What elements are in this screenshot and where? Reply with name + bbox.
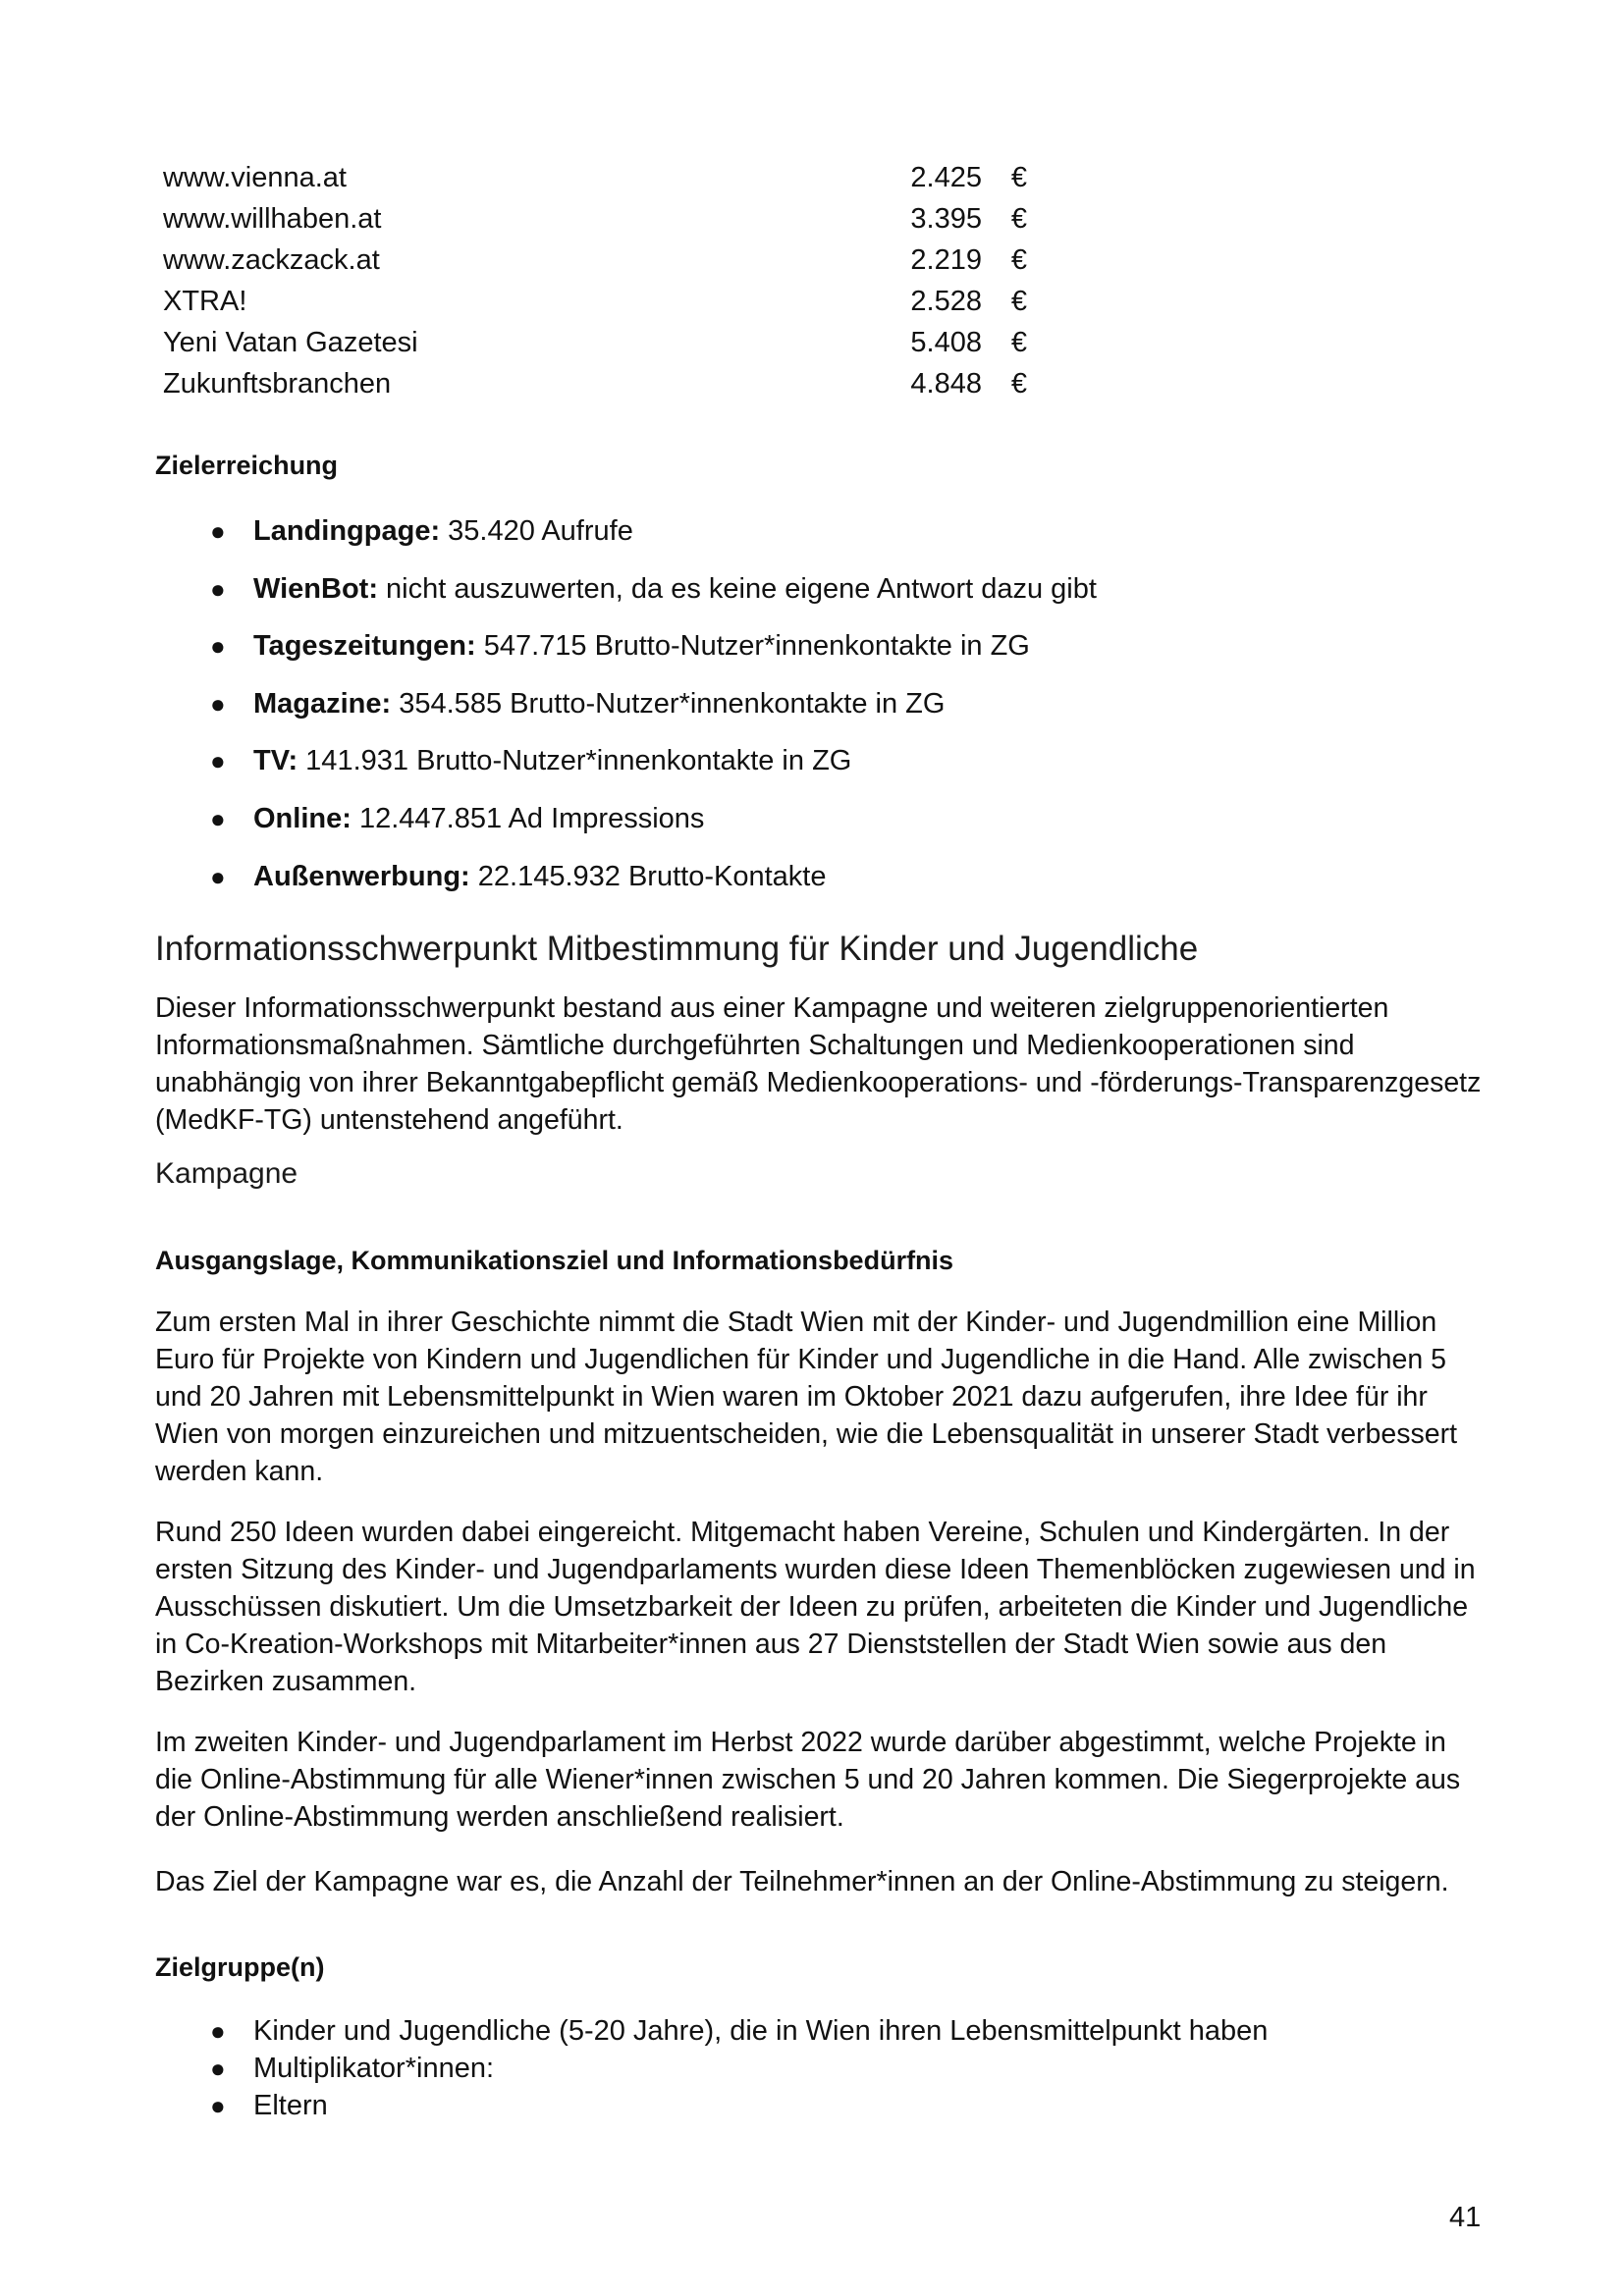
item-label: Außenwerbung:: [253, 860, 470, 892]
list-item: [155, 683, 1097, 741]
section-intro: Dieser Informationsschwerpunkt bestand aus einer Kampagne und weiteren zielgruppenorientierten Informationsmaßnahmen. Sämtliche durchgeführten Schaltungen und Medienkooperationen sind unabhängig von ihrer Bekanntgabepflicht gemäß Medienkooperations- und -förderungs-Transparenzgesetz (MedKF-TG) untenstehend angeführt.: [155, 992, 1482, 1136]
table-row: [163, 198, 1027, 240]
bullet-icon: ●: [210, 746, 226, 776]
item-text: 141.931 Brutto-Nutzer*innenkontakte in ZG: [298, 745, 852, 777]
item-text: 547.715 Brutto-Nutzer*innenkontakte in ZG: [475, 630, 1030, 663]
currency: €: [1010, 327, 1027, 358]
ausgangslage-heading: Ausgangslage, Kommunikationsziel und Informationsbedürfnis: [155, 1246, 954, 1275]
amount: 3.395: [910, 203, 982, 235]
item-label: TV:: [253, 745, 298, 777]
section-title: Informationsschwerpunkt Mitbestimmung für Kinder und Jugendliche: [155, 930, 1199, 968]
medium-name: Zukunftsbranchen: [163, 368, 392, 400]
amount: 2.219: [910, 244, 982, 276]
list-item: [155, 2012, 1268, 2050]
item-label: Magazine:: [253, 687, 392, 720]
bullet-icon: ●: [210, 803, 226, 833]
list-item: [155, 856, 1097, 914]
medium-name: www.zackzack.at: [163, 244, 380, 276]
list-item: [155, 568, 1097, 626]
cost-table: [163, 157, 1027, 404]
amount: 2.425: [910, 162, 982, 193]
table-row: [163, 157, 1027, 198]
bullet-icon: ●: [210, 2016, 226, 2046]
zielerreichung-list: [155, 510, 1097, 913]
bullet-icon: ●: [210, 861, 226, 891]
amount: 2.528: [910, 286, 982, 317]
table-row: [163, 363, 1027, 404]
item-label: Tageszeitungen:: [253, 630, 476, 663]
item-text: Kinder und Jugendliche (5-20 Jahre), die in Wien ihren Lebensmittelpunkt haben: [253, 2015, 1269, 2047]
zielerreichung-heading: Zielerreichung: [155, 451, 339, 480]
item-text: 22.145.932 Brutto-Kontakte: [469, 860, 827, 892]
zielgruppen-heading: Zielgruppe(n): [155, 1952, 325, 1982]
table-row: [163, 281, 1027, 322]
list-item: [155, 2050, 1268, 2087]
page-number: 41: [1449, 2202, 1482, 2233]
currency: €: [1010, 162, 1027, 193]
item-text: 12.447.851 Ad Impressions: [351, 802, 705, 834]
item-text: Multiplikator*innen:: [253, 2053, 495, 2084]
amount: 5.408: [910, 327, 982, 358]
amount: 4.848: [910, 368, 982, 400]
item-label: Landingpage:: [253, 515, 441, 547]
currency: €: [1010, 286, 1027, 317]
item-text: nicht auszuwerten, da es keine eigene Antwort dazu gibt: [378, 572, 1097, 605]
item-text: 354.585 Brutto-Nutzer*innenkontakte in ZG: [391, 687, 946, 720]
bullet-icon: ●: [210, 573, 226, 604]
zielgruppen-list: [155, 2012, 1268, 2124]
currency: €: [1010, 244, 1027, 276]
bullet-icon: ●: [210, 631, 226, 662]
table-row: [163, 240, 1027, 281]
list-item: [155, 625, 1097, 683]
currency: €: [1010, 203, 1027, 235]
paragraph: Das Ziel der Kampagne war es, die Anzahl der Teilnehmer*innen an der Online-Abstimmung zu steigern.: [155, 1866, 1449, 1897]
item-text: Eltern: [253, 2090, 328, 2121]
list-item: [155, 2087, 1268, 2124]
paragraph: Zum ersten Mal in ihrer Geschichte nimmt die Stadt Wien mit der Kinder- und Jugendmillion eine Million Euro für Projekte von Kindern und Jugendlichen für Kinder und Jugendliche in die Hand. Alle zwischen 5 und 20 Jahren mit Lebensmittelpunkt in Wien waren im Oktober 2021 dazu aufgerufen, ihre Idee für ihr Wien von morgen einzureichen und mitzuentscheiden, wie die Lebensqualität in unserer Stadt verbessert werden kann.: [155, 1307, 1458, 1487]
bullet-icon: ●: [210, 688, 226, 719]
medium-name: XTRA!: [163, 286, 247, 317]
list-item: [155, 740, 1097, 798]
medium-name: www.vienna.at: [163, 162, 347, 193]
paragraph: Rund 250 Ideen wurden dabei eingereicht. Mitgemacht haben Vereine, Schulen und Kindergärten. In der ersten Sitzung des Kinder- und Jugendparlaments wurden diese Ideen Themenblöcken zugewiesen und in Ausschüssen diskutiert. Um die Umsetzbarkeit der Ideen zu prüfen, arbeiteten die Kinder und Jugendliche in Co-Kreation-Workshops mit Mitarbeiter*innen aus 27 Dienststellen der Stadt Wien sowie aus den Bezirken zusammen.: [155, 1517, 1476, 1697]
medium-name: www.willhaben.at: [163, 203, 382, 235]
item-label: Online:: [253, 802, 352, 834]
bullet-icon: ●: [210, 516, 226, 546]
paragraph: Im zweiten Kinder- und Jugendparlament im Herbst 2022 wurde darüber abgestimmt, welche Projekte in die Online-Abstimmung für alle Wiener*innen zwischen 5 und 20 Jahren kommen. Die Siegerprojekte aus der Online-Abstimmung werden anschließend realisiert.: [155, 1727, 1461, 1833]
medium-name: Yeni Vatan Gazetesi: [163, 327, 418, 358]
item-text: 35.420 Aufrufe: [440, 515, 633, 547]
section-subtitle: Kampagne: [155, 1157, 298, 1190]
list-item: [155, 510, 1097, 568]
currency: €: [1010, 368, 1027, 400]
table-row: [163, 322, 1027, 363]
bullet-icon: ●: [210, 2054, 226, 2083]
list-item: [155, 798, 1097, 856]
bullet-icon: ●: [210, 2091, 226, 2120]
item-label: WienBot:: [253, 572, 378, 605]
